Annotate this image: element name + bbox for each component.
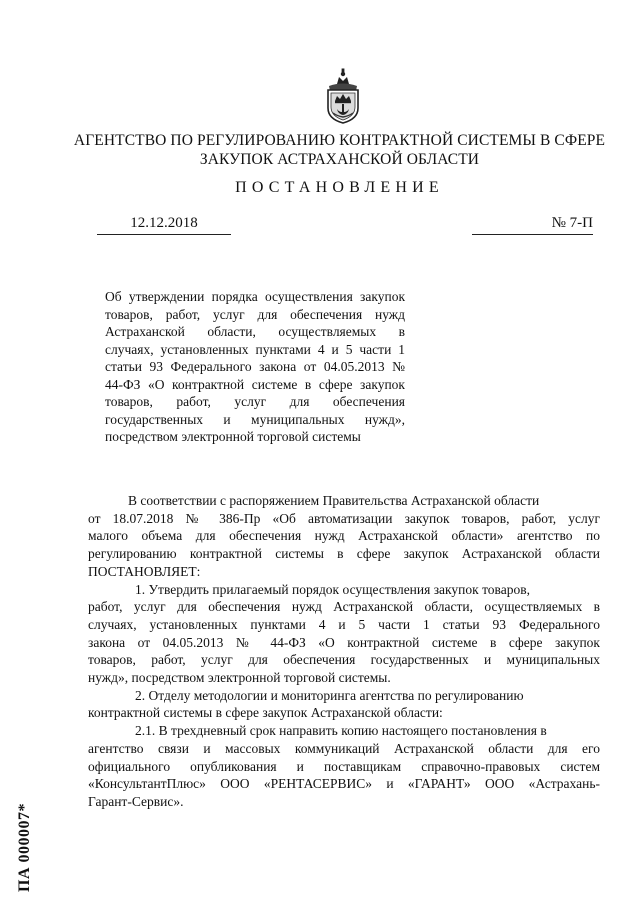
document-type-title: ПОСТАНОВЛЕНИЕ [235,179,444,196]
agency-name-line: ЗАКУПОК АСТРАХАНСКОЙ ОБЛАСТИ [199,151,480,168]
subject-line: статьи 93 Федерального закона от 04.05.2013 № [105,359,405,374]
subject-line: посредством электронной торговой системы [105,429,361,444]
body-line: товаров, работ, услуг для обеспечения государственных и муниципальных [88,652,600,668]
subject-line: Об утверждении порядка осуществления закупок [105,289,405,304]
body-line: В соответствии с распоряжением Правительства Астраханской области [128,493,540,508]
body-line: «КонсультантПлюс» ООО «РЕНТАСЕРВИС» и «ГАРАНТ» ООО «Астрахань- [88,776,600,792]
coat-of-arms-icon [323,68,363,124]
registration-stamp: ПА 000007* [16,803,33,892]
body-line: малого объема для обеспечения нужд Астраханской области» агентство по [88,528,600,544]
subject-line: товаров, работ, услуг для обеспечения [105,394,405,409]
subject-line: 44-ФЗ «О контрактной системе в сфере закупок [105,376,405,392]
body-line: 2.1. В трехдневный срок направить копию настоящего постановления в [135,723,547,739]
body-line: ПОСТАНОВЛЯЕТ: [88,563,201,579]
subject-line: случаях, установленных пунктами 4 и 5 части 1 [105,341,405,357]
body-line: закона от 04.05.2013 № 44-ФЗ «О контрактной системе в сфере закупок [88,634,600,650]
document-body [88,492,600,811]
body-line: нужд», посредством электронной торговой системы. [88,670,391,686]
body-line: контрактной системы в сфере закупок Астраханской области: [88,705,443,721]
body-line: 1. Утвердить прилагаемый порядок осуществления закупок товаров, [135,581,530,597]
body-line: агентство связи и массовых коммуникаций Астраханской области для его [88,740,600,756]
body-line: 2. Отделу методологии и мониторинга агентства по регулированию [135,687,524,703]
body-line: официального опубликования и поставщикам справочно-правовых систем [88,758,600,774]
subject-line: государственных и муниципальных нужд», [105,411,405,427]
body-line: от 18.07.2018 № 386-Пр «Об автоматизации закупок товаров, работ, услуг [88,510,600,526]
body-line: Гарант-Сервис». [88,793,184,809]
document-subject [105,288,405,446]
body-line: работ, услуг для обеспечения нужд Астраханской области, осуществляемых в [88,599,600,615]
agency-name-line: АГЕНТСТВО ПО РЕГУЛИРОВАНИЮ КОНТРАКТНОЙ СИСТЕМЫ В СФЕРЕ [73,132,606,149]
agency-name [40,131,639,169]
document-number: № 7-П [472,214,593,235]
subject-line: товаров, работ, услуг для обеспечения нужд [105,306,405,322]
document-date: 12.12.2018 [97,214,231,235]
body-line: регулированию контрактной системы в сфере закупок Астраханской области [88,546,600,562]
subject-line: Астраханской области, осуществляемых в [105,324,405,339]
body-line: случаях, установленных пунктами 4 и 5 части 1 статьи 93 Федерального [88,616,600,632]
